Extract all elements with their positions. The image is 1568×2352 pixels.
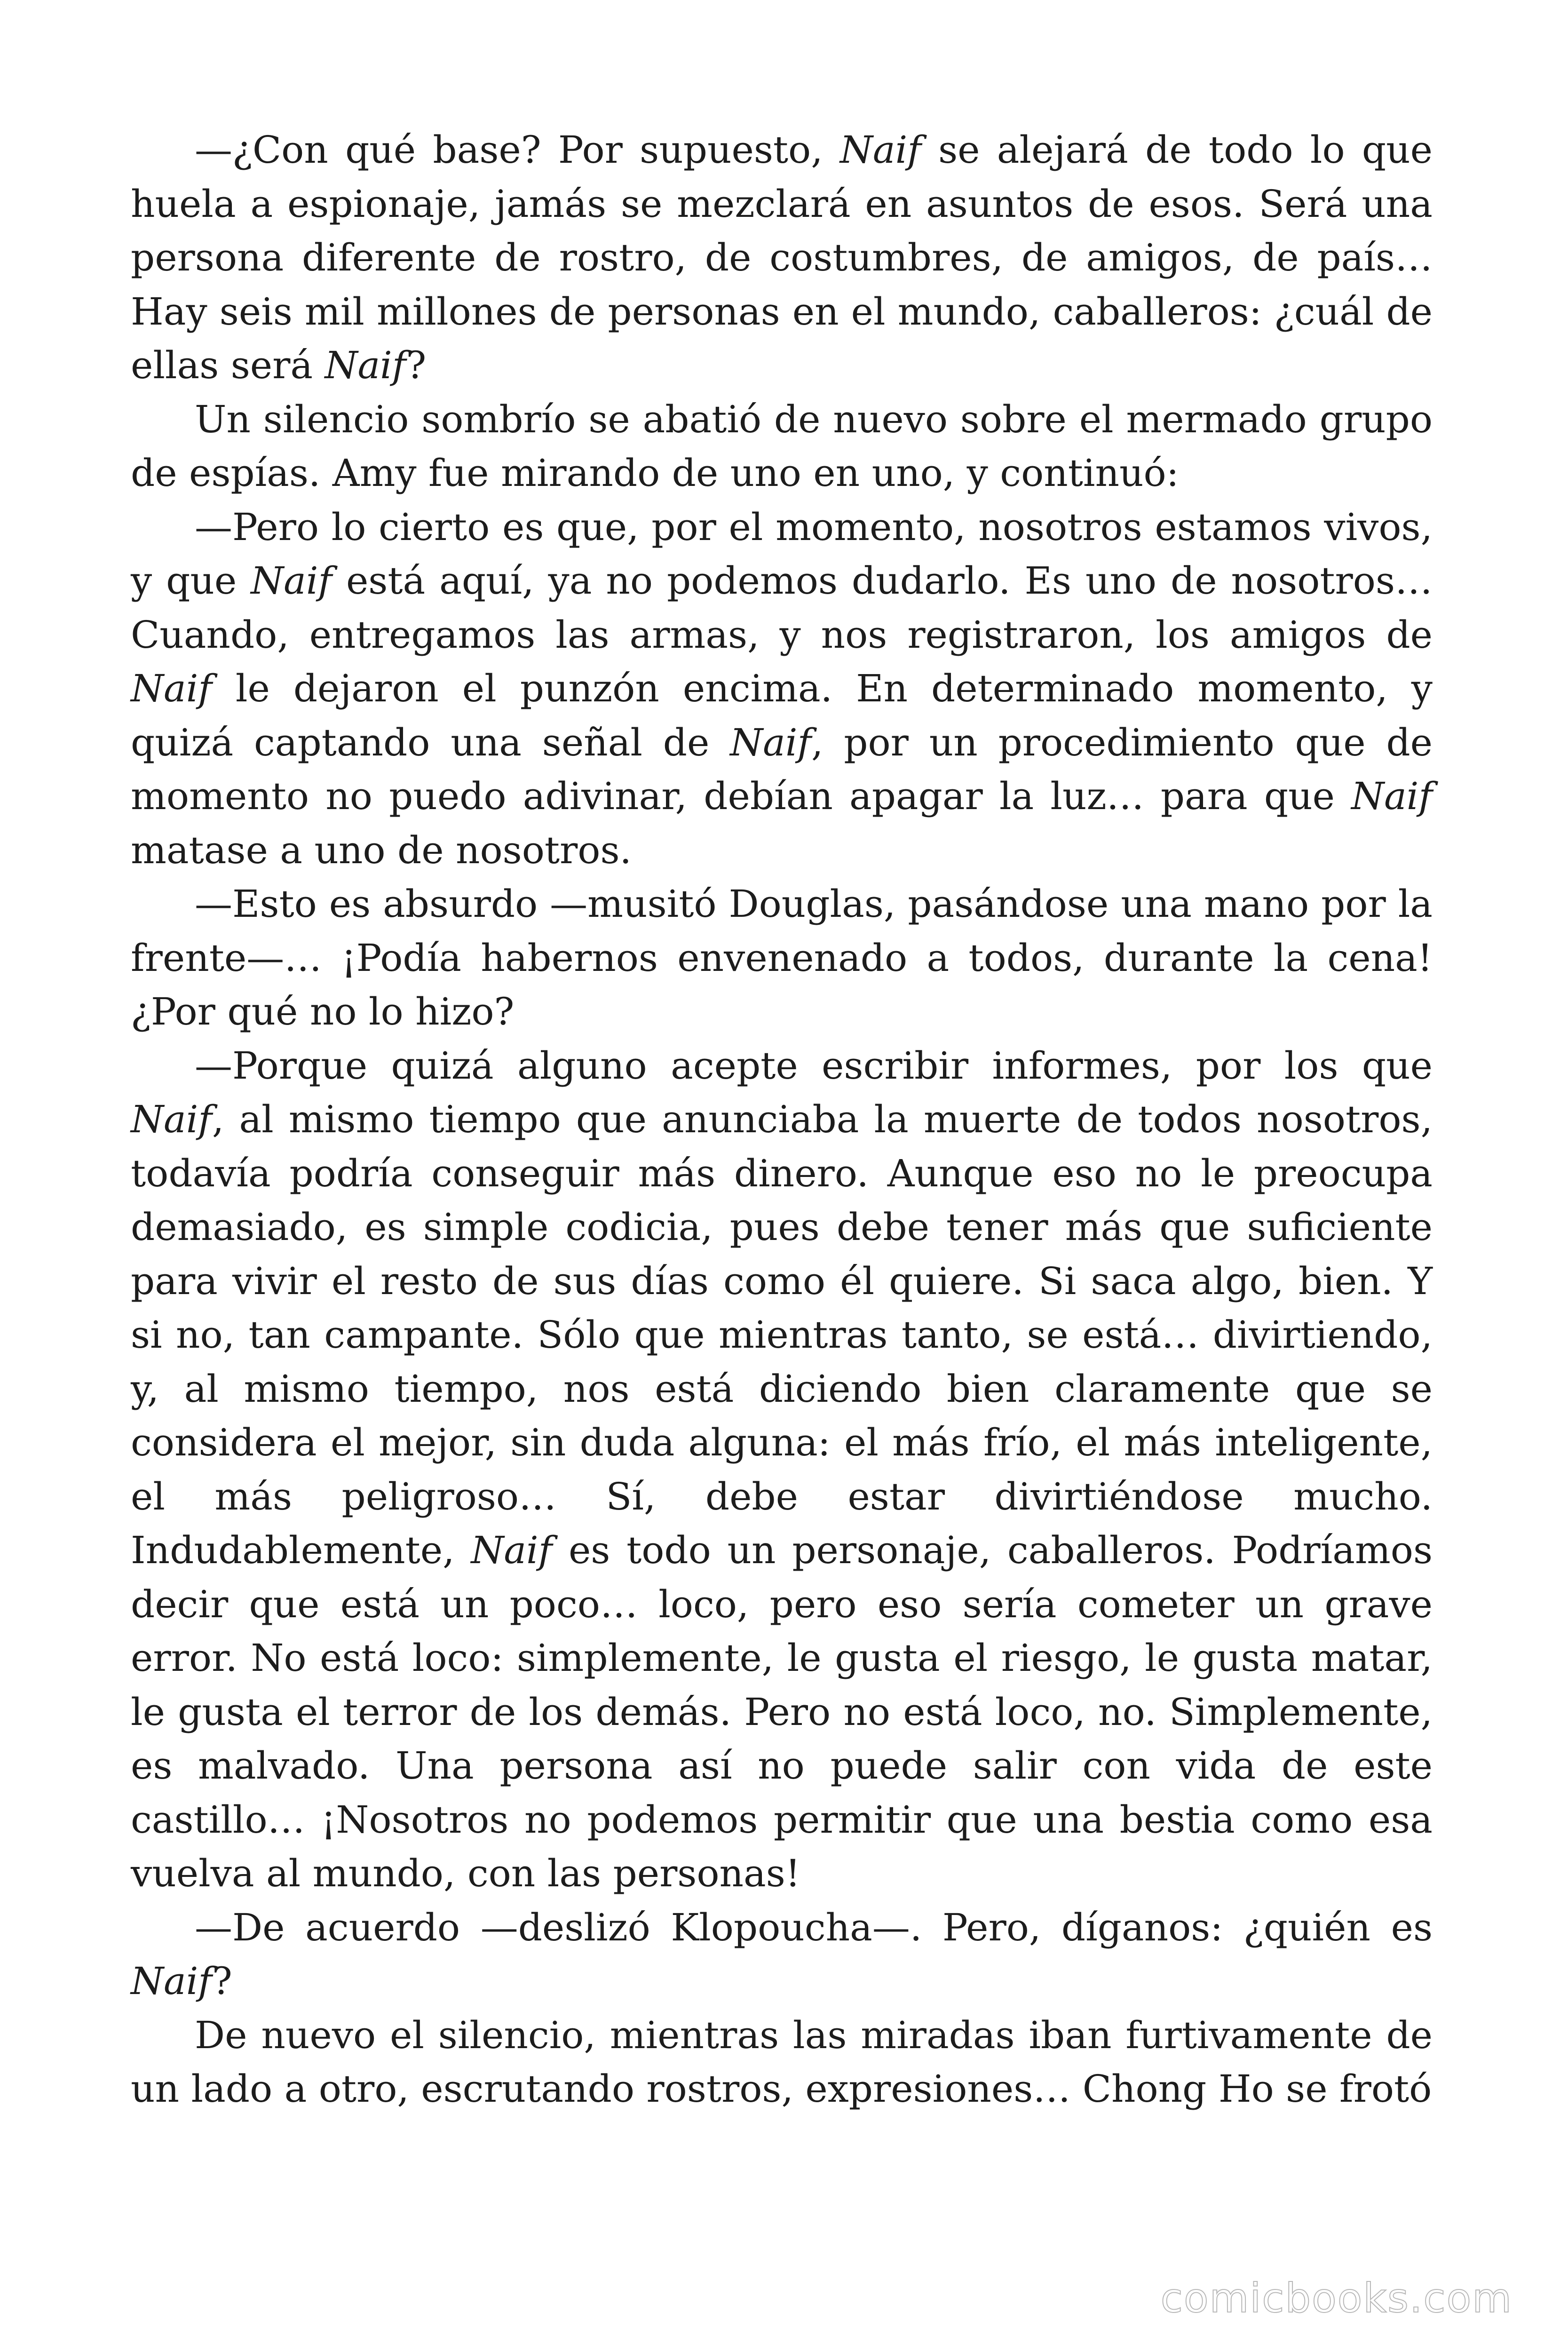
italic-run: Naif [251,559,333,603]
paragraph [131,1039,1433,1901]
paragraph [131,1901,1433,2009]
text-run: —De acuerdo —deslizó Klopoucha—. Pero, díganos: ¿quién es [195,1905,1433,1949]
text-run: se alejará de todo lo que huela a espionaje, jamás se mezclará en asuntos de esos. Será una persona diferente de rostro, de costumbres, de amigos, de país… Hay seis mil millones de personas en el mundo, caballeros: ¿cuál de ellas será [131,128,1433,387]
italic-run: Naif [471,1528,553,1572]
text-run: Un silencio sombrío se abatió de nuevo sobre el mermado grupo de espías. Amy fue mirando de uno en uno, y continuó: [131,397,1433,495]
text-run: matase a uno de nosotros. [131,828,632,872]
italic-run: Naif [839,128,921,172]
text-run: De nuevo el silencio, mientras las miradas iban furtivamente de un lado a otro, escrutando rostros, expresiones… Chong Ho se frotó [131,2013,1433,2111]
text-run: , por un procedimiento que de momento no puedo adivinar, debían apagar la luz… para que [131,720,1433,818]
text-run: le dejaron el punzón encima. En determinado momento, y quizá captando una señal de [131,667,1433,764]
text-run: ? [212,1959,232,2003]
italic-run: Naif [131,1097,212,1141]
italic-run: Naif [730,720,812,764]
body-text [131,123,1433,2116]
paragraph [131,123,1433,393]
italic-run: Naif [131,667,212,710]
text-run: —Pero lo cierto es que, por el momento, nosotros estamos vivos, y que [131,505,1433,603]
italic-run: Naif [325,343,406,387]
italic-run: Naif [1351,774,1433,818]
paragraph [131,2009,1433,2116]
text-run: es todo un personaje, caballeros. Podríamos decir que está un poco… loco, pero eso sería cometer un grave error. No está loco: simplemente, le gusta el riesgo, le gusta matar, le gusta el terror de los demás. Pero no está loco, no. Simplemente, es malvado. Una persona así no puede salir con vida de este castillo… ¡Nosotros no podemos permitir que una bestia como esa vuelva al mundo, con las personas! [131,1528,1433,1895]
paragraph [131,877,1433,1039]
text-run: —Esto es absurdo —musitó Douglas, pasándose una mano por la frente—… ¡Podía habernos envenenado a todos, durante la cena! ¿Por qué no lo hizo? [131,882,1433,1033]
text-run: —Porque quizá alguno acepte escribir informes, por los que [195,1043,1433,1088]
site-watermark: comicbooks.com [1160,2275,1513,2322]
text-run: —¿Con qué base? Por supuesto, [195,128,840,172]
italic-run: Naif [131,1959,212,2003]
paragraph [131,501,1433,878]
text-run: está aquí, ya no podemos dudarlo. Es uno de nosotros… Cuando, entregamos las armas, y nos registraron, los amigos de [131,559,1433,657]
text-run: , al mismo tiempo que anunciaba la muerte de todos nosotros, todavía podría conseguir más dinero. Aunque eso no le preocupa demasiado, es simple codicia, pues debe tener más que suficiente para vivir el resto de sus días como él quiere. Si saca algo, bien. Y si no, tan campante. Sólo que mientras tanto, se está… divirtiendo, y, al mismo tiempo, nos está diciendo bien claramente que se considera el mejor, sin duda alguna: el más frío, el más inteligente, el más peligroso… Sí, debe estar divirtiéndose mucho. Indudablemente, [131,1097,1433,1572]
text-run: ? [406,343,427,387]
paragraph [131,393,1433,501]
